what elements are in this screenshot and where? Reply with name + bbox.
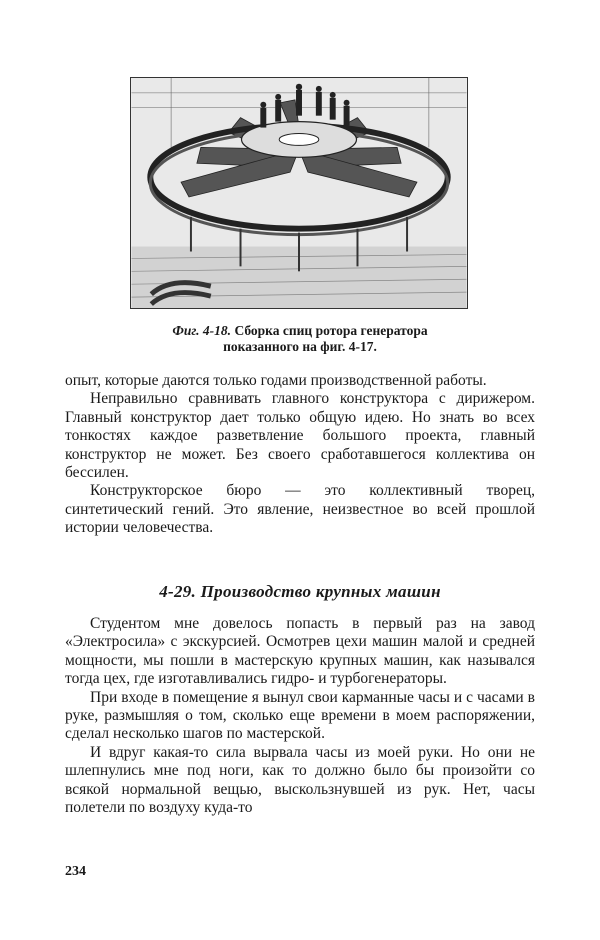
rotor-assembly-illustration — [130, 77, 468, 309]
caption-line-1: Сборка спиц ротора генератора — [234, 323, 428, 338]
figure-label: Фиг. 4-18. — [172, 323, 232, 338]
page-number: 234 — [65, 864, 86, 879]
paragraph: При входе в помещение я вынул свои карманные часы и с часами в руке, размышляя о том, сколько еще времени в моем распоряжении, сделал несколько шагов по мастерской. — [65, 688, 535, 743]
paragraph: Конструкторское бюро — это коллективный творец, синтетический гений. Это явление, неизвестное во всей прошлой истории человечества. — [65, 482, 535, 537]
paragraph: опыт, которые даются только годами производственной работы. — [65, 372, 487, 389]
paragraph: И вдруг какая-то сила вырвала часы из моей руки. Но они не шлепнулись мне под ноги, как то должно было бы произойти со всякой нормальной вещью, выскользнувшей из рук. Нет, часы полетели по воздуху куда-то — [65, 743, 535, 817]
section-heading: 4-29. Производство крупных машин — [159, 582, 441, 601]
body-text-block-1 — [65, 372, 535, 538]
body-text-block-2 — [65, 615, 535, 817]
paragraph: Неправильно сравнивать главного конструктора с дирижером. Главный конструктор дает только общую идею. Но знать во всех тонкостях каждое разветвление большого проекта, главный конструктор не может. Без своего сработавшегося коллектива он бессилен. — [65, 390, 535, 482]
paragraph: Студентом мне довелось попасть в первый раз на завод «Электросила» с экскурсией. Осмотрев цехи машин малой и средней мощности, мы пошли в мастерскую крупных машин, как назывался тогда цех, где изготавливались гидро- и турбогенераторы. — [65, 615, 535, 688]
caption-line-2: показанного на фиг. 4-17. — [223, 339, 377, 354]
figure-caption — [95, 323, 505, 355]
